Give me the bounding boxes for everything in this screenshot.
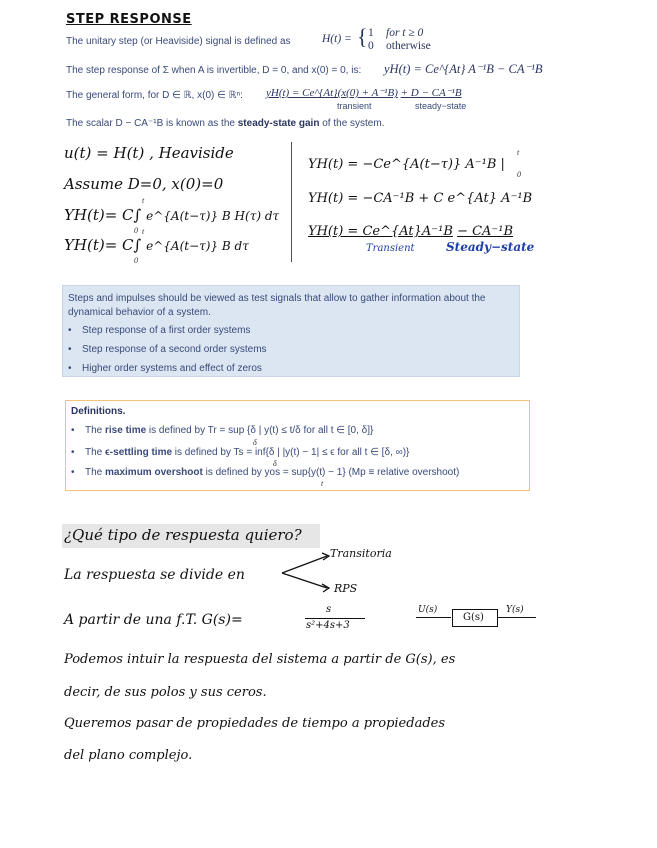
bullet-3-text: Higher order systems and effect of zeros: [82, 363, 262, 374]
typed-line-2: The step response of Σ when A is invertible, D = 0, and x(0) = 0, is:: [66, 65, 362, 76]
bullet-3: • Higher order systems and effect of zeros: [68, 363, 262, 374]
column-divider: [291, 142, 292, 262]
bullet-2: • Step response of a second order systems: [68, 344, 267, 355]
heaviside-lhs: H(t) =: [322, 33, 352, 45]
typed-line-4: [66, 118, 384, 129]
def3-pre: The: [85, 467, 106, 478]
under-transient: transient: [337, 101, 372, 111]
def1-post: is defined by Tr = sup {δ | y(t) ≤ t/δ for all t ∈ [0, δ]}: [146, 425, 374, 436]
case2-cond: otherwise: [386, 40, 431, 52]
def-rise-time: • The rise time is defined by Tr = sup {δ | y(t) ≤ t/δ for all t ∈ [0, δ]}: [71, 425, 374, 436]
r3-under-transient: Transient: [366, 243, 415, 254]
hand-heaviside: u(t) = H(t) , Heaviside: [64, 144, 234, 162]
hand-right-1: YH(t) = −Ce^{A(t−τ)} A⁻¹B |: [308, 157, 505, 172]
r1-upper: t: [517, 148, 520, 157]
integral2-rhs: e^{A(t−τ)} B dτ: [146, 239, 249, 253]
int1-lower: 0: [134, 226, 138, 235]
def3-bold: maximum overshoot: [105, 467, 203, 478]
int2-lower: 0: [134, 256, 138, 265]
brace-glyph: {: [357, 24, 368, 49]
hand-assume: Assume D=0, x(0)=0: [64, 175, 224, 193]
block-output-line: [498, 617, 536, 618]
definitions-heading: Definitions.: [71, 406, 126, 417]
test-signals-intro: Steps and impulses should be viewed as test signals that allow to gather information about the dynamical behavior of a system.: [68, 293, 486, 318]
hand-integral-1: [64, 206, 279, 224]
bullet-1: • Step response of a first order systems: [68, 325, 251, 336]
transfer-block: [452, 609, 498, 627]
hand-ft: A partir de una f.T. G(s)=: [64, 612, 243, 628]
hand-right-3: [308, 224, 513, 239]
def-settling-time: • The ϵ-settling time is defined by Ts = inf{δ | |y(t) − 1| ≤ ϵ for all t ∈ [δ, ∞)}: [71, 447, 410, 458]
line1-text: The unitary step (or Heaviside) signal is defined as: [66, 36, 291, 47]
hand-paragraph-4: del plano complejo.: [64, 748, 193, 763]
page-title: STEP RESPONSE: [66, 12, 192, 27]
block-output-label: Y(s): [506, 605, 524, 615]
case1-cond: for t ≥ 0: [386, 27, 424, 39]
line4-b: of the system.: [322, 118, 385, 129]
test-signals-box: [62, 285, 520, 377]
hand-split: La respuesta se divide en: [64, 567, 245, 583]
def2-pre: The: [85, 447, 106, 458]
integral2-lhs: YH(t)= C∫: [64, 236, 142, 254]
bullet-1-text: Step response of a first order systems: [82, 325, 251, 336]
definitions-box: [65, 400, 530, 491]
step-response-eq: yH(t) = Ce^{At} A⁻¹B − CA⁻¹B: [384, 62, 543, 76]
def1-bold: rise time: [105, 425, 147, 436]
case2-val: 0: [368, 40, 374, 52]
def2-bold: ϵ-settling time: [105, 447, 173, 458]
branch-transitoria: Transitoria: [330, 547, 392, 560]
block-input-label: U(s): [418, 605, 438, 615]
r3-a: YH(t) = Ce^{At}A⁻¹B: [308, 224, 453, 239]
typed-line-3: The general form, for D ∈ ℝ, x(0) ∈ ℝⁿ:: [66, 90, 243, 101]
r1-lower: 0: [517, 170, 521, 179]
def2-sub-delta: δ: [273, 459, 277, 468]
case1-val: 1: [368, 27, 374, 39]
hand-paragraph-2: decir, de sus polos y sus ceros.: [64, 685, 267, 700]
block-label: G(s): [463, 612, 484, 623]
general-form-a: yH(t) = Ce^{At}(x(0) + A⁻¹B): [266, 87, 398, 99]
line4-bold: steady-state gain: [237, 118, 320, 129]
hand-right-2: YH(t) = −CA⁻¹B + C e^{At} A⁻¹B: [308, 191, 533, 206]
integral1-rhs: e^{A(t−τ)} B H(τ) dτ: [146, 209, 280, 223]
def1-pre: The: [85, 425, 106, 436]
general-form-b: + D − CA⁻¹B: [400, 87, 462, 99]
typed-line-1: [66, 36, 291, 47]
int1-upper: t: [142, 196, 145, 205]
hand-integral-2: [64, 236, 249, 254]
ft-fraction-bar: [305, 618, 365, 619]
under-steady-state: steady−state: [415, 101, 467, 111]
int2-upper: t: [142, 227, 145, 236]
hand-question: ¿Qué tipo de respuesta quiero?: [64, 526, 302, 544]
def1-sub-delta: δ: [253, 438, 257, 447]
line4-a: The scalar D − CA⁻¹B is known as the: [66, 118, 235, 129]
def2-post: is defined by Ts = inf{δ | |y(t) − 1| ≤ ϵ for all t ∈ [δ, ∞)}: [172, 447, 410, 458]
r3-b: − CA⁻¹B: [457, 224, 514, 239]
def-max-overshoot: • The maximum overshoot is defined by yos = sup{y(t) − 1} (Mp ≡ relative overshoot): [71, 467, 460, 478]
block-input-line: [416, 617, 451, 618]
hand-paragraph-1: Podemos intuir la respuesta del sistema a partir de G(s), es: [64, 652, 456, 667]
hand-paragraph-3: Queremos pasar de propiedades de tiempo a propiedades: [64, 716, 446, 731]
def3-sub-t: t: [321, 479, 324, 488]
bullet-2-text: Step response of a second order systems: [82, 344, 267, 355]
ft-denominator: s²+4s+3: [306, 620, 350, 631]
def3-post: is defined by yos = sup{y(t) − 1} (Mp ≡ relative overshoot): [202, 467, 460, 478]
integral1-lhs: YH(t)= C∫: [64, 206, 142, 224]
branch-rps: RPS: [334, 582, 358, 595]
ft-numerator: s: [326, 604, 332, 615]
general-form-eq: [266, 86, 462, 99]
heaviside-def: [322, 33, 352, 45]
r3-under-steady: Steady−state: [446, 240, 535, 254]
